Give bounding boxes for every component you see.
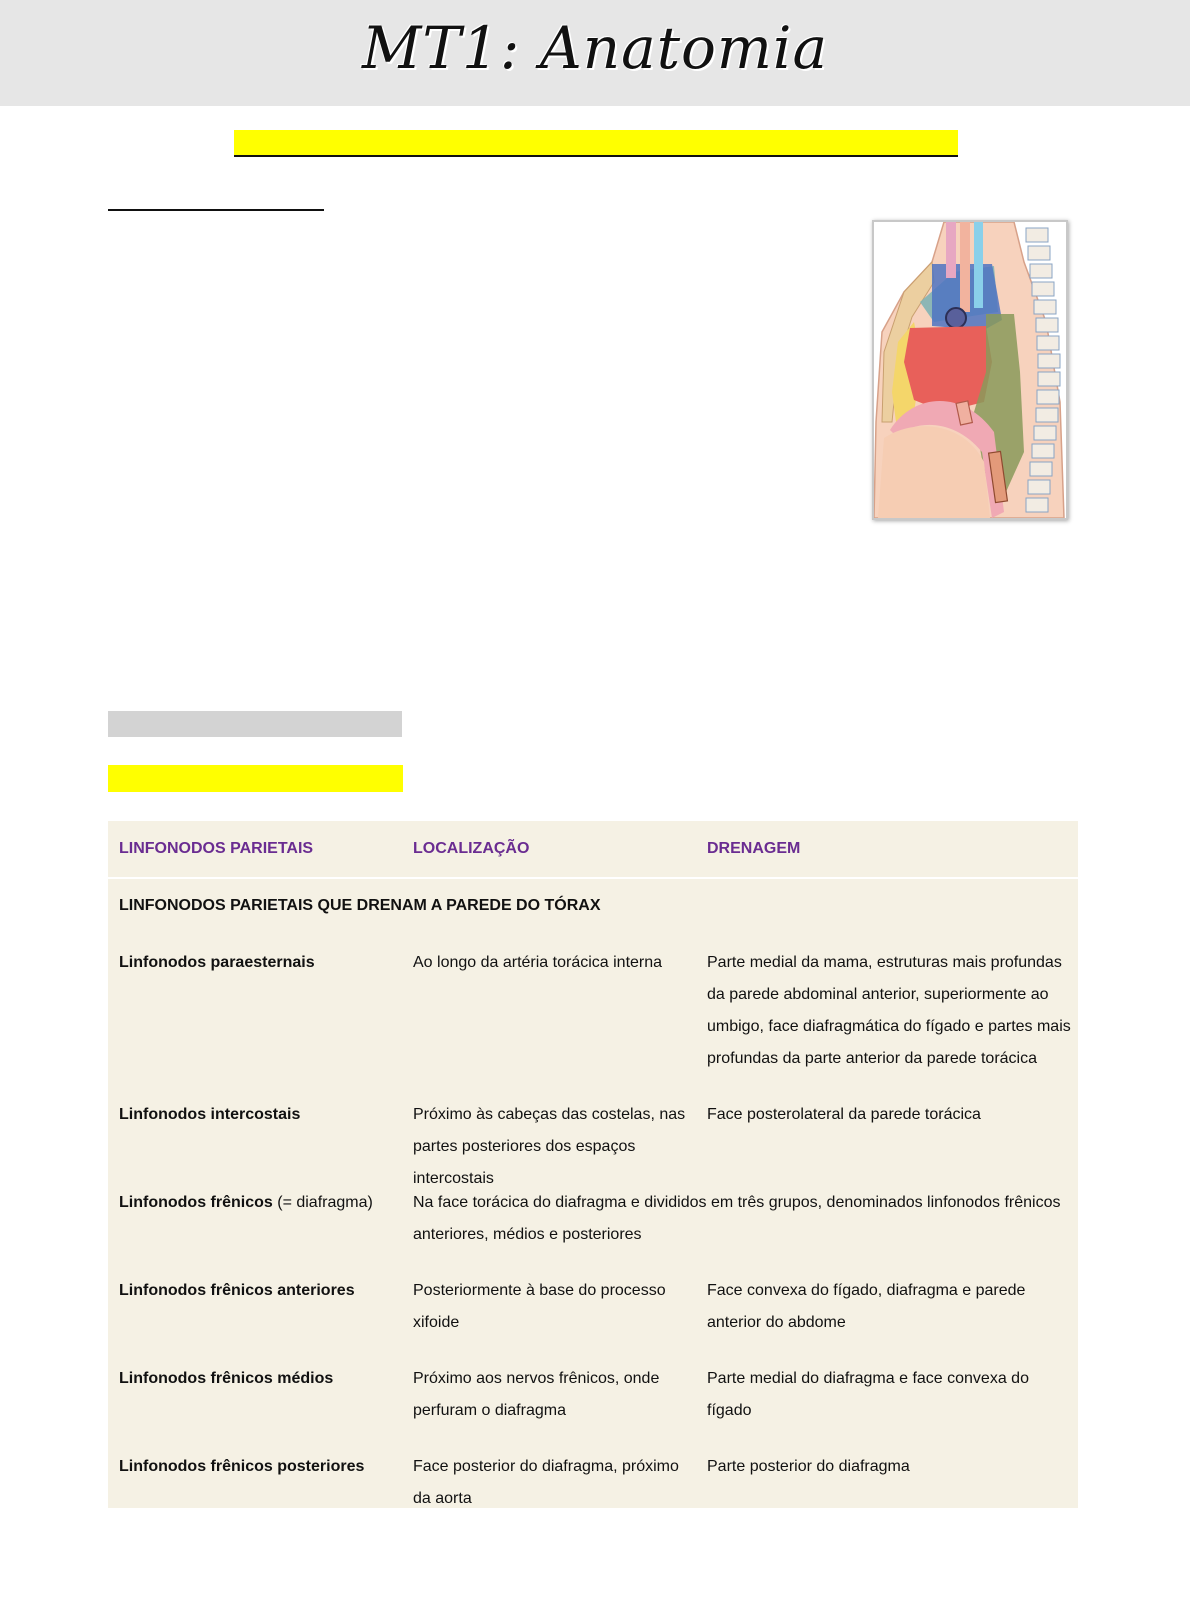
thorax-sagittal-illustration	[872, 220, 1068, 520]
table-row-name-note: (= diafragma)	[277, 1194, 373, 1211]
table-row-location: Próximo às cabeças das costelas, nas partes posteriores dos espaços intercostais	[413, 1106, 686, 1187]
table-row-name: Linfonodos frênicos	[119, 1194, 273, 1211]
header-divider	[108, 877, 1078, 879]
table-row-drainage: Parte medial do diafragma e face convexa do fígado	[707, 1370, 1029, 1419]
table-row-name: Linfonodos intercostais	[119, 1106, 301, 1123]
parietal-lymph-nodes-table	[108, 821, 1078, 1508]
highlight-bar	[234, 130, 958, 157]
table-header-col2: LOCALIZAÇÃO	[413, 840, 530, 857]
table-row-drainage: Parte posterior do diafragma	[707, 1458, 910, 1475]
page-title: MT1: Anatomia	[361, 14, 829, 82]
underline-rule	[108, 209, 324, 211]
table-row-name: Linfonodos frênicos posteriores	[119, 1458, 365, 1475]
table-row-location: Face posterior do diafragma, próximo da aorta	[413, 1458, 679, 1507]
table-row-name: Linfonodos paraesternais	[119, 954, 315, 971]
table-row-name: Linfonodos frênicos médios	[119, 1370, 334, 1387]
table-row-location: Na face torácica do diafragma e divididos em três grupos, denominados linfonodos frênicos anteriores, médios e posteriores	[413, 1194, 1061, 1243]
table-header-col3: DRENAGEM	[707, 840, 801, 857]
table-row-drainage: Face convexa do fígado, diafragma e parede anterior do abdome	[707, 1282, 1026, 1331]
section-title: LINFONODOS PARIETAIS QUE DRENAM A PAREDE DO TÓRAX	[119, 897, 601, 914]
table-row-location: Próximo aos nervos frênicos, onde perfuram o diafragma	[413, 1370, 660, 1419]
gray-highlight-bar	[108, 711, 402, 737]
table-row-location: Posteriormente à base do processo xifoide	[413, 1282, 666, 1331]
table-header-col1: LINFONODOS PARIETAIS	[119, 840, 314, 857]
table-row-drainage: Face posterolateral da parede torácica	[707, 1106, 981, 1123]
table-row-name-cell	[119, 1187, 399, 1219]
table-row-location: Ao longo da artéria torácica interna	[413, 954, 663, 971]
table-row-drainage: Parte medial da mama, estruturas mais profundas da parede abdominal anterior, superiormente ao umbigo, face diafragmática do fígado e partes mais profundas da parte anterior da parede torácica	[707, 954, 1071, 1067]
table-row-name: Linfonodos frênicos anteriores	[119, 1282, 355, 1299]
yellow-highlight-bar	[108, 765, 403, 792]
